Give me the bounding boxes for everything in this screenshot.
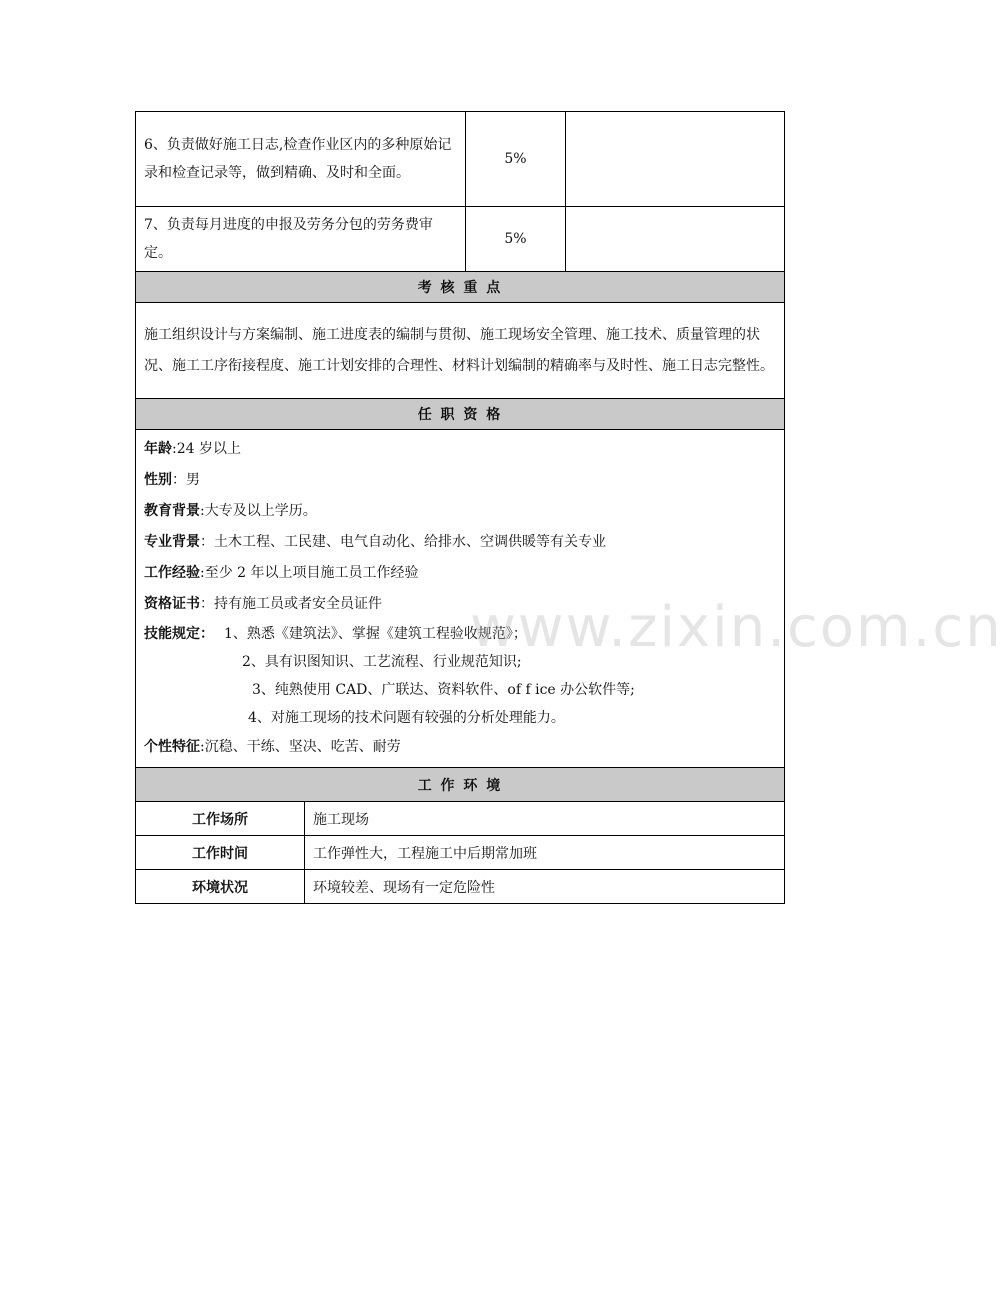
environment-row <box>136 802 785 836</box>
experience-line <box>144 558 776 589</box>
education-label: 教育背景 <box>144 503 200 519</box>
environment-row <box>136 836 785 870</box>
environment-value: 工作弹性大，工程施工中后期常加班 <box>305 836 785 870</box>
duties-table <box>135 111 785 802</box>
education-line <box>144 496 776 527</box>
duty-row <box>136 207 785 272</box>
environment-value: 施工现场 <box>305 802 785 836</box>
skill-item: 4、对施工现场的技术问题有较强的分析处理能力。 <box>248 710 565 726</box>
skill-item: 1、熟悉《建筑法》、掌握《建筑工程验收规范》； <box>224 626 527 642</box>
environment-label: 环境状况 <box>136 870 305 904</box>
assessment-heading: 考 核 重 点 <box>136 272 785 303</box>
duty-percent: 5% <box>466 112 566 207</box>
certificate-label: 资格证书 <box>144 596 200 612</box>
certificate-line <box>144 589 776 620</box>
environment-row <box>136 870 785 904</box>
duty-empty-cell <box>566 112 785 207</box>
skill-item: 2、具有识图知识、工艺流程、行业规范知识; <box>242 654 522 670</box>
experience-label: 工作经验 <box>144 565 200 581</box>
age-line <box>144 434 776 465</box>
duty-text: 7、负责每月进度的申报及劳务分包的劳务费审定。 <box>136 207 466 272</box>
assessment-text: 施工组织设计与方案编制、施工进度表的编制与贯彻、施工现场安全管理、施工技术、质量管理的状况、施工工序衔接程度、施工计划安排的合理性、材料计划编制的精确率与及时性、施工日志完整性。 <box>136 303 785 399</box>
major-line <box>144 527 776 558</box>
environment-table <box>135 801 785 904</box>
environment-label: 工作时间 <box>136 836 305 870</box>
skills-label: 技能规定： <box>144 626 214 642</box>
gender-value: ：男 <box>172 472 200 488</box>
personality-label: 个性特征 <box>144 739 200 755</box>
skills-line <box>144 620 776 648</box>
certificate-value: ：持有施工员或者安全员证件 <box>200 596 382 612</box>
major-label: 专业背景 <box>144 534 200 550</box>
experience-value: :至少 2 年以上项目施工员工作经验 <box>200 565 419 581</box>
duty-percent: 5% <box>466 207 566 272</box>
duty-row <box>136 112 785 207</box>
personality-value: :沉稳、干练、坚决、吃苦、耐劳 <box>200 739 401 755</box>
duty-text: 6、负责做好施工日志,检查作业区内的多种原始记录和检查记录等，做到精确、及时和全面。 <box>136 112 466 207</box>
duty-empty-cell <box>566 207 785 272</box>
personality-line <box>144 732 776 763</box>
qualifications-block <box>136 430 785 768</box>
education-value: :大专及以上学历。 <box>200 503 317 519</box>
environment-value: 环境较差、现场有一定危险性 <box>305 870 785 904</box>
environment-heading: 工 作 环 境 <box>136 768 785 802</box>
skill-item: 3、纯熟使用 CAD、广联达、资料软件、of f ice 办公软件等; <box>252 682 635 698</box>
major-value: ：土木工程、工民建、电气自动化、给排水、空调供暖等有关专业 <box>200 534 606 550</box>
age-label: 年龄 <box>144 441 172 457</box>
gender-label: 性别 <box>144 472 172 488</box>
gender-line <box>144 465 776 496</box>
job-description-page <box>135 111 784 904</box>
watermark: www.zixin.com.cn <box>470 595 1003 660</box>
environment-label: 工作场所 <box>136 802 305 836</box>
age-value: :24 岁以上 <box>172 441 241 457</box>
qualifications-heading: 任 职 资 格 <box>136 399 785 430</box>
